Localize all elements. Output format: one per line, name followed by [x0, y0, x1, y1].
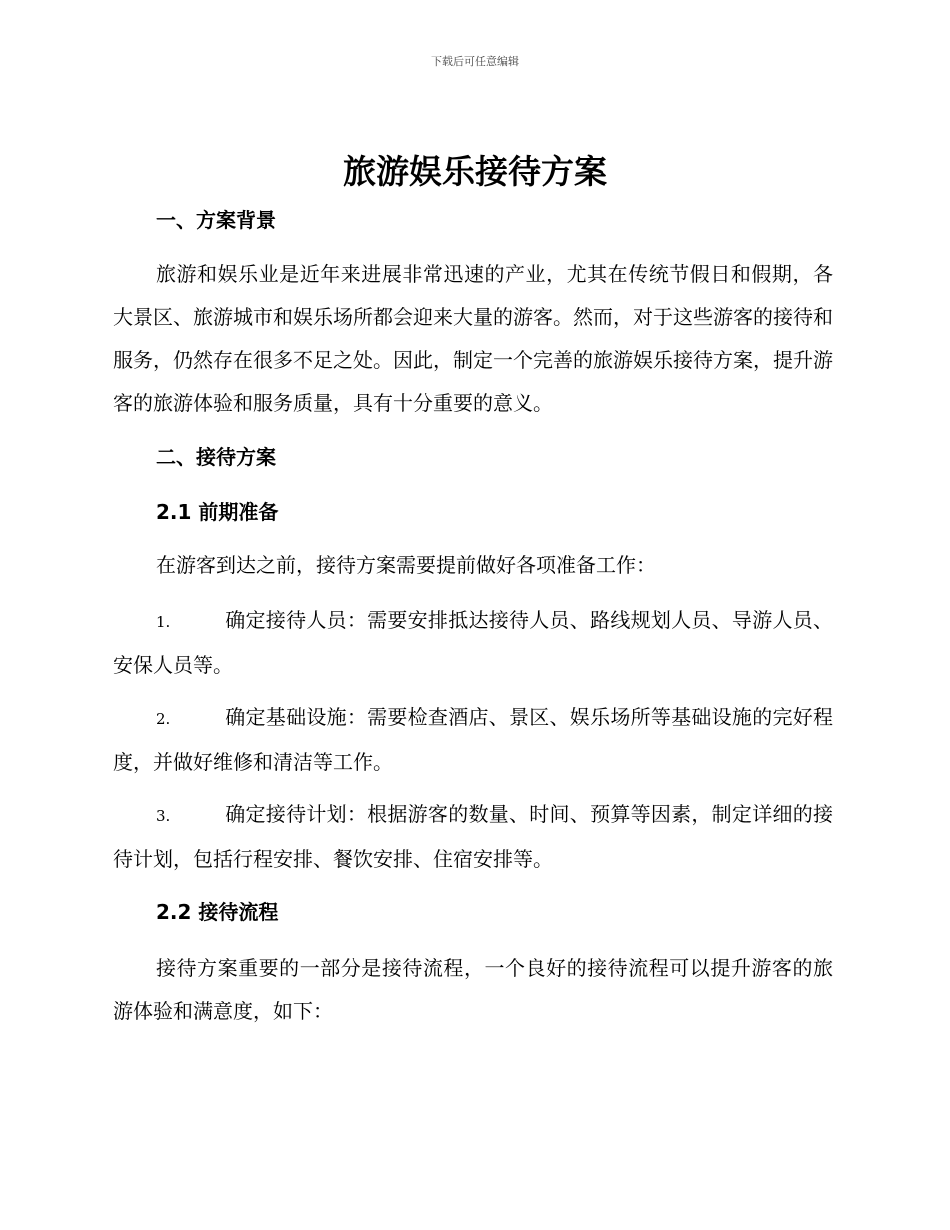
section-heading-plan: 二、接待方案	[156, 445, 276, 469]
list-item	[113, 599, 833, 687]
list-item	[113, 793, 833, 881]
preparation-intro: 在游客到达之前，接待方案需要提前做好各项准备工作：	[156, 553, 656, 577]
list-item-text: 确定接待人员：需要安排抵达接待人员、路线规划人员、导游人员、安保人员等。	[113, 608, 833, 677]
section-background-paragraph: 旅游和娱乐业是近年来进展非常迅速的产业，尤其在传统节假日和假期，各大景区、旅游城市和娱乐场所都会迎来大量的游客。然而，对于这些游客的接待和服务，仍然存在很多不足之处。因此，制定一个完善的旅游娱乐接待方案，提升游客的旅游体验和服务质量，具有十分重要的意义。	[113, 262, 833, 415]
subsection-heading-process: 2.2 接待流程	[156, 900, 279, 924]
page-header-note: 下载后可任意编辑	[431, 55, 519, 68]
subsection-heading-preparation: 2.1 前期准备	[156, 500, 279, 524]
list-item-number: 3.	[156, 807, 171, 825]
list-item	[113, 696, 833, 784]
list-item-text: 确定基础设施：需要检查酒店、景区、娱乐场所等基础设施的完好程度，并做好维修和清洁等工作。	[113, 705, 833, 774]
document-title: 旅游娱乐接待方案	[343, 152, 607, 191]
list-item-number: 1.	[156, 613, 171, 631]
section-heading-background: 一、方案背景	[156, 208, 276, 232]
list-item-text: 确定接待计划：根据游客的数量、时间、预算等因素，制定详细的接待计划，包括行程安排、餐饮安排、住宿安排等。	[113, 802, 833, 871]
list-item-number: 2.	[156, 710, 171, 728]
process-intro: 接待方案重要的一部分是接待流程，一个良好的接待流程可以提升游客的旅游体验和满意度，如下：	[113, 956, 833, 1023]
